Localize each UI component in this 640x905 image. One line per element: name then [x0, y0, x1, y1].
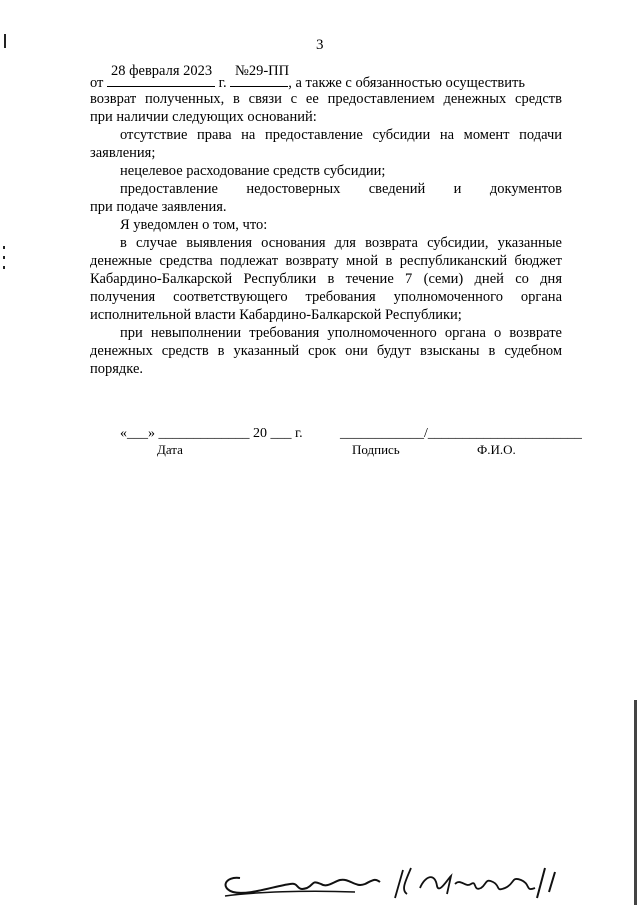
text-line-16: денежных средств в указанный срок они будут взысканы в судебном [90, 343, 562, 359]
text-line-4: отсутствие права на предоставление субсидии на момент подачи [120, 127, 562, 143]
text-line-8: при подаче заявления. [90, 199, 227, 215]
text-line-7: предоставление недостоверных сведений и документов [120, 181, 562, 197]
text-line-6: нецелевое расходование средств субсидии; [120, 163, 386, 179]
text-line-3: при наличии следующих оснований: [90, 109, 317, 125]
scan-edge-mark-left-3 [3, 256, 5, 259]
label-signature: Подпись [352, 442, 400, 457]
line1-rest: , а также с обязанностью осуществить [288, 75, 525, 91]
handwritten-number: №29-ПП [235, 63, 290, 79]
line1-g: г. [218, 75, 227, 91]
text-line-15: при невыполнении требования уполномоченного органа о возврате [120, 325, 562, 341]
handwritten-date: 28 февраля 2023 [111, 63, 213, 79]
text-line-1 [90, 72, 562, 92]
text-line-12: Кабардино-Балкарской Республики в течение 7 (семи) дней со дня [90, 271, 562, 287]
text-line-14: исполнительной власти Кабардино-Балкарской Республики; [90, 307, 462, 323]
blank-underline-2 [230, 72, 288, 87]
label-name: Ф.И.О. [477, 442, 516, 457]
text-line-5: заявления; [90, 145, 156, 161]
signature-blank-line: ____________/______________________ [340, 426, 582, 441]
text-line-11: денежные средства подлежат возврату мной в республиканский бюджет [90, 253, 562, 269]
handwritten-signature [215, 858, 615, 905]
text-line-10: в случае выявления основания для возврата субсидии, указанные [120, 235, 562, 251]
page-number: 3 [316, 37, 324, 53]
text-line-13: получения соответствующего требования уполномоченного органа [90, 289, 562, 305]
line1-prefix: от [90, 75, 104, 91]
blank-underline-1 [107, 72, 215, 87]
date-blank-line: «___» _____________ 20 ___ г. [120, 426, 303, 441]
text-line-2: возврат полученных, в связи с ее предоставлением денежных средств [90, 91, 562, 107]
scan-edge-mark-left [4, 34, 6, 48]
label-date: Дата [157, 442, 183, 457]
scan-edge-mark-left-4 [3, 266, 5, 269]
scan-edge-mark-left-2 [3, 246, 5, 249]
text-line-9: Я уведомлен о том, что: [120, 217, 268, 233]
scan-edge-mark-right [634, 700, 637, 905]
text-line-17: порядке. [90, 361, 144, 377]
